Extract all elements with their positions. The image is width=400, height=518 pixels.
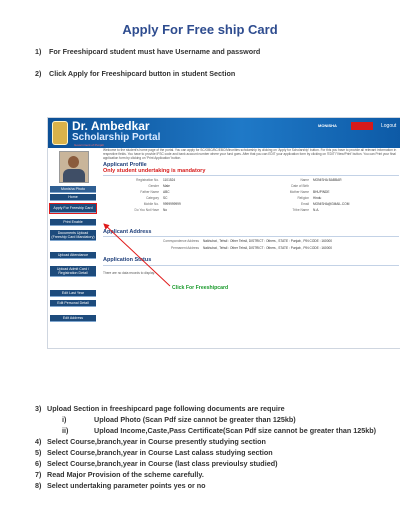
- emblem-icon: [52, 121, 68, 145]
- profile-field: Name MONISHA BABBAR: [300, 178, 342, 182]
- sidebar-item-upload-attendance[interactable]: Upload Attendance: [50, 252, 96, 259]
- profile-field: Religion Hindu: [297, 196, 322, 200]
- sidebar-item-print-enable[interactable]: Print Enable: [50, 219, 96, 226]
- profile-field: Tribe Name N.A.: [292, 208, 320, 212]
- step-4: 4) Select Course,branch,year in Course presently studying section: [35, 437, 266, 446]
- step-8: 8) Select undertaking parameter points yes or no: [35, 481, 206, 490]
- username-redaction: [351, 122, 373, 130]
- portal-banner: [48, 118, 400, 148]
- profile-field: Gender Male: [148, 184, 170, 188]
- step-2: 2) Click Apply for Freeshipcard button in student Section: [35, 69, 236, 78]
- avatar: [59, 151, 89, 183]
- profile-field: Father Name ABC: [140, 190, 170, 194]
- username-label: MONISHA: [318, 123, 337, 128]
- address-field: Permanent Address Nakhuhat , Tehsil : Other Tehsil, DISTRICT : Others , STATE : Punjab , PIN CODE : 160000: [171, 246, 333, 250]
- click-note: Click For Freeshipcard: [172, 285, 229, 291]
- arrow-icon: [100, 220, 180, 290]
- profile-field: Do You Not Have No: [134, 208, 168, 212]
- step-7: 7) Read Major Provision of the scheme carefully.: [35, 470, 204, 479]
- step-3-i: i) Upload Photo (Scan Pdf size cannot be greater than 125kb): [62, 415, 296, 424]
- sidebar-item-edit-personal-detail[interactable]: Edit Personal Detail: [50, 300, 96, 307]
- step-6: 6) Select Course,branch,year in Course (last class previoulsy studied): [35, 459, 278, 468]
- sidebar: [48, 148, 101, 348]
- profile-heading: Applicant Profile: [103, 162, 147, 168]
- sidebar-item-home[interactable]: Home: [50, 194, 96, 201]
- status-text: There are no data records to display.: [103, 271, 155, 275]
- sidebar-item-documents-upload[interactable]: Documents Upload (Freeship Card Mandatory): [50, 230, 96, 241]
- step-3: 3) Upload Section in freeshipcard page following documents are require: [35, 404, 285, 413]
- step-1: 1) For Freeshipcard student must have Username and password: [35, 47, 261, 56]
- status-heading: Application Status: [103, 257, 152, 263]
- address-heading: Applicant Address: [103, 229, 152, 235]
- sidebar-item-edit-last-year[interactable]: Edit Last Year: [50, 290, 96, 297]
- step-5: 5) Select Course,branch,year in Course Last calass studying section: [35, 448, 273, 457]
- sidebar-item-apply-freeship[interactable]: Apply For Freeship Card: [50, 204, 96, 213]
- address-field: Correspondence Address Nakhuhat , Tehsil : Other Tehsil, DISTRICT : Others , STATE : Punjab , PIN CODE : 160000: [163, 239, 333, 243]
- welcome-text: Welcome to the student's home page of the portal. You can apply for SC/OBC/BC/EBC/Minorities scholarship by clicking on 'Apply for Scholarship' button. For this you have to provide all relevant information in respective fields. You have to provide IFSC code and bank account number where your fund goes. After that you can EDIT your application form by clicking on 'EDIT'/'View/Print' button. You can Print your final application form by clicking on 'Print Application' button.: [103, 148, 397, 160]
- portal-screenshot: Dr. Ambedkar Scholarship Portal Government of Punjab MONISHA Logout Monisha Photo Home Apply For Freeship Card Print Enable Documents Upload (Freeship Card Mandatory) Upload Attendance Upload Admit Card / Registration Detail Edit Last Year Edit Personal Detail Edit Address Welcome to the student's home page of the portal. You can apply for SC/OBC/BC/EBC/Minorities scholarship by clicking on 'Apply for Scholarship' button. For this you have to provide all relevant information in respective fields. You have to provide IFSC code and bank account number where your fund goes. After that you can EDIT your application form by clicking on 'EDIT'/'View/Print' button. You can Print your final application form by clicking on 'Print Application' button. Applicant Profile Only student undertaking is mandatory Registration No. 1101524 Gender Male Father Name ABC Category SC Mobile No. 9999999999 Do You Not Have No Name MONISHA BABBAR Date of Birth Mother Name BHUPINDE Religion Hindu Email MONISHA@GMAIL.COM Tribe Name N.A. Applicant Address Correspondence Address Nakhuhat , Tehsil : Other Tehsil, DISTRICT : Others , STATE : Punjab , PIN CODE : 160000 Permanent Address Nakhuhat , Tehsil : Other Tehsil, DISTRICT : Others , STATE : Punjab , PIN CODE : 160000 Application Status There are no data records to display.: [47, 117, 400, 349]
- profile-field: Category SC: [146, 196, 168, 200]
- page-title: Apply For Free ship Card: [122, 22, 278, 37]
- profile-field: Registration No. 1101524: [136, 178, 176, 182]
- sidebar-item-edit-address[interactable]: Edit Address: [50, 315, 96, 322]
- brand-subtitle: Scholarship Portal: [72, 132, 161, 143]
- profile-field: Email MONISHA@GMAIL.COM: [301, 202, 350, 206]
- sidebar-item-upload-admit-card[interactable]: Upload Admit Card / Registration Detail: [50, 266, 96, 277]
- profile-field: Mobile No. 9999999999: [143, 202, 181, 206]
- mandatory-heading: Only student undertaking is mandatory: [103, 168, 206, 174]
- sidebar-name-label: Monisha Photo: [50, 186, 96, 193]
- brand-title: Dr. Ambedkar: [72, 119, 150, 133]
- brand-tagline: Government of Punjab: [74, 143, 105, 147]
- profile-field: Mother Name BHUPINDE: [289, 190, 330, 194]
- step-3-ii: ii) Upload Income,Caste,Pass Certificate(Scan Pdf size cannot be greater than 125kb): [62, 426, 376, 435]
- logout-link[interactable]: Logout: [381, 123, 397, 129]
